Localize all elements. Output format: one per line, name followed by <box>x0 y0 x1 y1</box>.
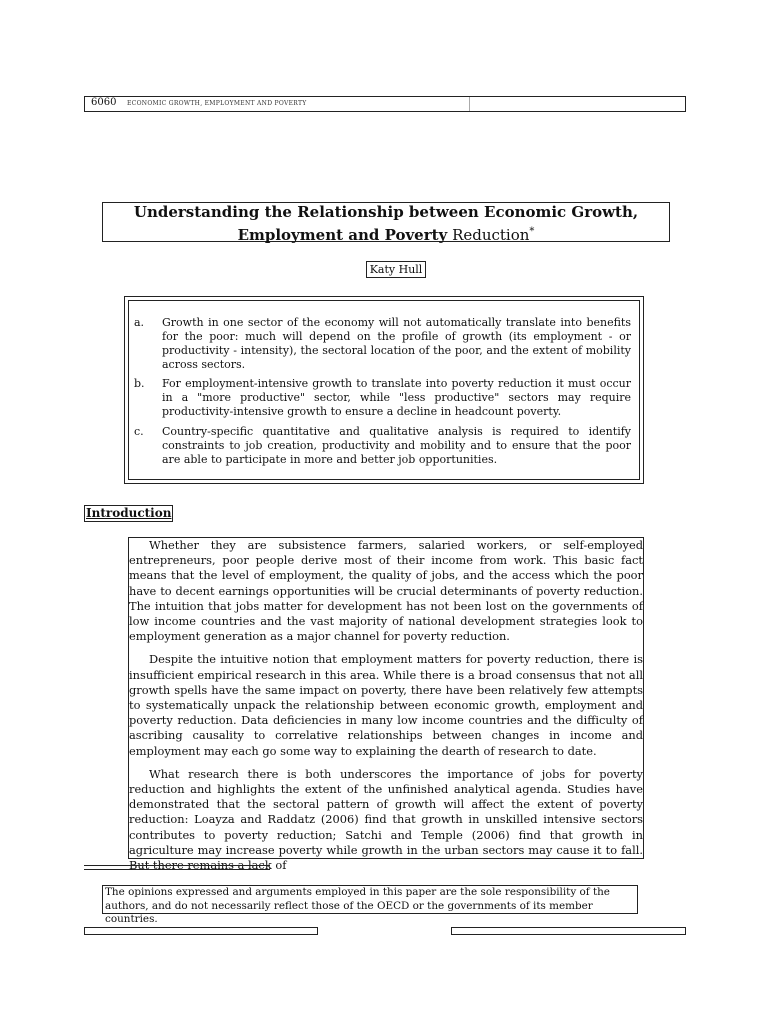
summary-item-letter: a. <box>134 316 145 329</box>
author-name: Katy Hull <box>366 261 426 278</box>
paper-title <box>102 202 670 242</box>
summary-item-text: For employment-intensive growth to translate into poverty reduction it must occur in a "more productive" sector, while "less productive" sectors may require productivity-intensive growth to ensure a decline in headcount poverty. <box>162 377 631 418</box>
running-header <box>84 96 686 112</box>
title-footnote-mark: * <box>529 226 535 237</box>
body-paragraph: Whether they are subsistence farmers, salaried workers, or self-employed entrepreneurs, poor people derive most of their income from work. This basic fact means that the level of employment, the quality of jobs, and the access which the poor have to decent earnings opportunities will be crucial determinants of poverty reduction. The intuition that jobs matter for development has not been lost on the governments of low income countries and the vast majority of national development strategies look to employment generation as a major channel for poverty reduction. <box>129 538 643 644</box>
footer-rule-right <box>451 927 686 935</box>
page-number: 6060 <box>91 97 117 108</box>
body-paragraph: What research there is both underscores the importance of jobs for poverty reduction and highlights the extent of the unfinished analytical agenda. Studies have demonstrated that the sectoral pattern of growth will affect the extent of poverty reduction: Loayza and Raddatz (2006) find that growth in unskilled intensive sectors contributes to poverty reduction; Satchi and Temple (2006) find that growth in agriculture may increase poverty while growth in the urban sectors may cause it to fall. But there remains a lack of <box>129 766 643 873</box>
summary-item-letter: b. <box>134 377 145 390</box>
footer-rule-left <box>84 927 318 935</box>
summary-box <box>124 296 644 484</box>
summary-item <box>134 316 631 372</box>
section-heading-introduction: Introduction <box>86 506 172 520</box>
title-plain-part: Reduction <box>452 226 530 244</box>
introduction-body <box>128 537 644 873</box>
summary-item-letter: c. <box>134 425 144 438</box>
body-paragraph: Despite the intuitive notion that employment matters for poverty reduction, there is insufficient empirical research in this area. While there is a broad consensus that not all growth spells have the same impact on poverty, there have been relatively few attempts to systematically unpack the relationship between economic growth, employment and poverty reduction. Data deficiencies in many low income countries and the difficulty of ascribing causality to correlative relationships between changes in income and employment may each go some way to explaining the dearth of research to date. <box>129 652 643 758</box>
summary-inner-frame <box>128 300 640 480</box>
summary-item <box>134 377 631 419</box>
title-bold-part: Understanding the Relationship between Economic Growth, Employment and Poverty <box>133 203 639 244</box>
summary-item-text: Growth in one sector of the economy will not automatically translate into benefits for the poor: much will depend on the profile of growth (its employment - or productivity - intensity), the sectoral location of the poor, and the extent of mobility across sectors. <box>162 316 631 371</box>
running-title: ECONOMIC GROWTH, EMPLOYMENT AND POVERTY <box>127 100 307 107</box>
footnote: The opinions expressed and arguments employed in this paper are the sole responsibility of the authors, and do not necessarily reflect those of the OECD or the governments of its member countries. <box>102 885 638 914</box>
summary-item-text: Country-specific quantitative and qualitative analysis is required to identify constraints to job creation, productivity and mobility and to ensure that the poor are able to participate in more and better job opportunities. <box>162 425 631 466</box>
header-divider <box>385 97 470 111</box>
summary-item <box>134 425 631 467</box>
footnote-separator <box>84 865 270 870</box>
